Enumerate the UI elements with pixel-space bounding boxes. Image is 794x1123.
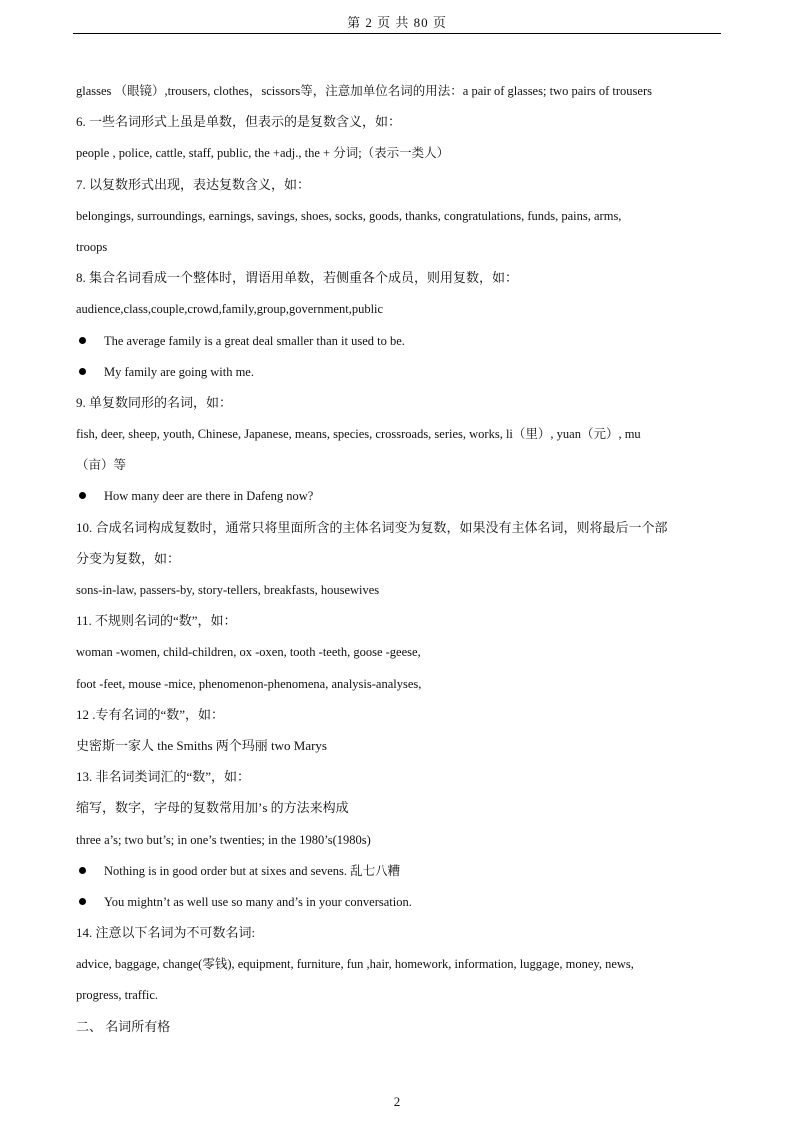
- line-text: people , police, cattle, staff, public, the +adj., the + 分词;（表示一类人）: [76, 146, 450, 161]
- text-line: [76, 299, 721, 330]
- bullet-item: [76, 861, 721, 892]
- text-line: [76, 674, 721, 705]
- line-text: woman -women, child-children, ox -oxen, tooth -teeth, goose -geese,: [76, 645, 421, 660]
- page-header: 第 2 页 共 80 页: [347, 15, 447, 30]
- section-heading: [76, 736, 721, 767]
- bullet-dot-icon: [79, 337, 86, 344]
- text-line: [76, 237, 721, 268]
- section-heading: [76, 1017, 721, 1048]
- bullet-dot-icon: [79, 492, 86, 499]
- line-text: troops: [76, 239, 108, 254]
- section-heading: [76, 705, 721, 736]
- section-heading: [76, 268, 721, 299]
- line-text: 7. 以复数形式出现，表达复数含义，如：: [76, 176, 311, 192]
- text-line: [76, 580, 721, 611]
- text-line: [76, 985, 721, 1016]
- line-text: 12 .专有名词的“数”，如：: [76, 706, 225, 722]
- line-text: advice, baggage, change(零钱), equipment, furniture, fun ,hair, homework, information, luggage, money, news,: [76, 957, 634, 972]
- bullet-item: [76, 331, 721, 362]
- line-text: 11. 不规则名词的“数”，如：: [76, 613, 237, 629]
- bullet-item: [76, 362, 721, 393]
- line-text: Nothing is in good order but at sixes and sevens. 乱七八糟: [104, 863, 401, 878]
- line-text: My family are going with me.: [104, 364, 254, 379]
- line-text: 14. 注意以下名词为不可数名词:: [76, 925, 256, 941]
- header-divider: [73, 33, 721, 34]
- text-line: [76, 954, 721, 985]
- line-text: 二、 名词所有格: [76, 1018, 171, 1034]
- line-text: three a’s; two but’s; in one’s twenties; in the 1980’s(1980s): [76, 832, 371, 847]
- line-text: 13. 非名词类词汇的“数”，如：: [76, 769, 251, 785]
- section-heading: [76, 518, 721, 549]
- line-text: fish, deer, sheep, youth, Chinese, Japanese, means, species, crossroads, series, works, li（里）, yuan（元）, mu: [76, 427, 641, 442]
- text-line: [76, 455, 721, 486]
- line-text: audience,class,couple,crowd,family,group,government,public: [76, 302, 384, 317]
- section-heading: [76, 767, 721, 798]
- line-text: 史密斯一家人 the Smiths 两个玛丽 two Marys: [76, 737, 327, 753]
- line-text: glasses （眼镜）,trousers, clothes，scissors等，注意加单位名词的用法：a pair of glasses; two pairs of trousers: [76, 84, 652, 98]
- line-text: progress, traffic.: [76, 988, 159, 1003]
- text-line: [76, 642, 721, 673]
- page-number: 2: [393, 1094, 401, 1109]
- line-text: 6. 一些名词形式上虽是单数，但表示的是复数含义，如：: [76, 114, 402, 130]
- text-line: [76, 424, 721, 455]
- line-text: You mightn’t as well use so many and’s in your conversation.: [104, 894, 412, 909]
- line-text: 分变为复数，如：: [76, 550, 181, 566]
- section-heading: [76, 549, 721, 580]
- bullet-dot-icon: [79, 898, 86, 905]
- line-text: foot -feet, mouse -mice, phenomenon-phenomena, analysis-analyses,: [76, 676, 422, 691]
- section-heading: [76, 393, 721, 424]
- text-line: [76, 81, 721, 112]
- document-body: [76, 81, 721, 1048]
- line-text: sons-in-law, passers-by, story-tellers, breakfasts, housewives: [76, 583, 380, 597]
- line-text: 缩写，数字，字母的复数常用加’s 的方法来构成: [76, 800, 349, 816]
- bullet-item: [76, 892, 721, 923]
- line-text: 9. 单复数同形的名词，如：: [76, 394, 233, 410]
- bullet-item: [76, 486, 721, 517]
- section-heading: [76, 798, 721, 829]
- bullet-dot-icon: [79, 867, 86, 874]
- line-text: belongings, surroundings, earnings, savings, shoes, socks, goods, thanks, congratulations, funds, pains, arms,: [76, 208, 622, 223]
- line-text: The average family is a great deal smaller than it used to be.: [104, 333, 405, 348]
- section-heading: [76, 923, 721, 954]
- text-line: [76, 830, 721, 861]
- bullet-dot-icon: [79, 368, 86, 375]
- section-heading: [76, 175, 721, 206]
- line-text: （亩）等: [76, 458, 127, 473]
- text-line: [76, 206, 721, 237]
- line-text: 10. 合成名词构成复数时，通常只将里面所含的主体名词变为复数，如果没有主体名词，则将最后一个部: [76, 519, 668, 535]
- section-heading: [76, 112, 721, 143]
- line-text: 8. 集合名词看成一个整体时，谓语用单数，若侧重各个成员，则用复数，如：: [76, 270, 519, 286]
- line-text: How many deer are there in Dafeng now?: [104, 489, 314, 504]
- text-line: [76, 143, 721, 174]
- section-heading: [76, 611, 721, 642]
